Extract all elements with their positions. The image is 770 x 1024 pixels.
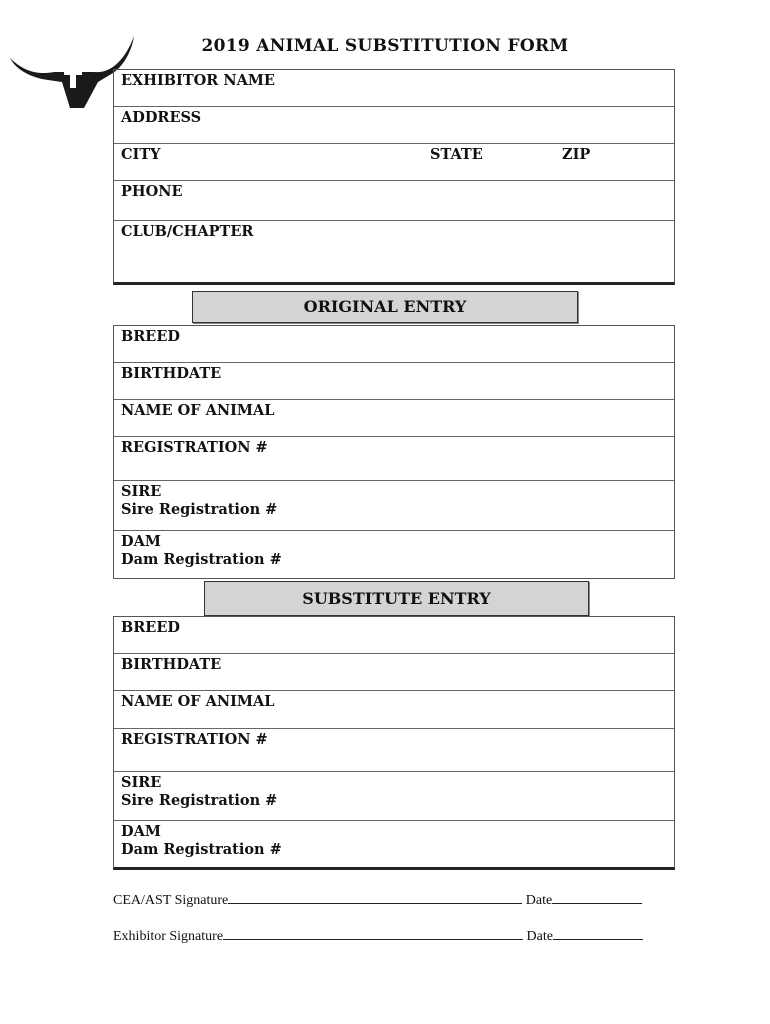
exhibitor-signature-row (113, 926, 643, 945)
original-entry-section (113, 325, 675, 579)
exhibitor-signature-label: Exhibitor Signature (113, 929, 224, 944)
cea-signature-label: CEA/AST Signature (113, 893, 229, 908)
cea-date-line[interactable] (552, 890, 642, 904)
original-dam-field[interactable] (114, 531, 674, 578)
original-registration-label: REGISTRATION # (121, 439, 268, 456)
original-animal-name-label: NAME OF ANIMAL (121, 402, 275, 419)
original-sire-registration-label: Sire Registration # (121, 501, 278, 518)
phone-field[interactable] (114, 181, 674, 221)
exhibitor-name-field[interactable] (114, 70, 674, 107)
original-sire-label: SIRE (121, 483, 162, 500)
original-breed-label: BREED (121, 328, 180, 345)
substitute-sire-label: SIRE (121, 774, 162, 791)
substitute-entry-section (113, 616, 675, 870)
cea-signature-line[interactable] (228, 890, 522, 904)
original-dam-label: DAM (121, 533, 161, 550)
substitute-registration-field[interactable] (114, 729, 674, 772)
address-field[interactable] (114, 107, 674, 144)
form-title: 2019 ANIMAL SUBSTITUTION FORM (201, 36, 569, 56)
substitute-registration-label: REGISTRATION # (121, 731, 268, 748)
substitute-sire-registration-label: Sire Registration # (121, 792, 278, 809)
exhibitor-date-line[interactable] (553, 926, 643, 940)
original-registration-field[interactable] (114, 437, 674, 481)
substitute-breed-field[interactable] (114, 617, 674, 654)
substitute-dam-registration-label: Dam Registration # (121, 841, 282, 858)
phone-label: PHONE (121, 183, 183, 200)
original-animal-name-field[interactable] (114, 400, 674, 437)
substitute-animal-name-field[interactable] (114, 691, 674, 729)
club-chapter-field[interactable] (114, 221, 674, 282)
original-dam-registration-label: Dam Registration # (121, 551, 282, 568)
exhibitor-signature-line[interactable] (223, 926, 523, 940)
substitute-breed-label: BREED (121, 619, 180, 636)
city-state-zip-row[interactable] (114, 144, 674, 181)
substitute-dam-label: DAM (121, 823, 161, 840)
exhibitor-name-label: EXHIBITOR NAME (121, 72, 275, 89)
state-label: STATE (430, 146, 483, 163)
substitute-animal-name-label: NAME OF ANIMAL (121, 693, 275, 710)
original-birthdate-field[interactable] (114, 363, 674, 400)
substitute-entry-heading: SUBSTITUTE ENTRY (204, 581, 589, 616)
exhibitor-date-label: Date (526, 929, 553, 944)
original-birthdate-label: BIRTHDATE (121, 365, 222, 382)
original-entry-heading: ORIGINAL ENTRY (192, 291, 578, 323)
cea-date-label: Date (525, 893, 553, 908)
exhibitor-info-section (113, 69, 675, 285)
cea-signature-row (113, 890, 642, 909)
city-label: CITY (121, 146, 161, 163)
zip-label: ZIP (562, 146, 591, 163)
original-sire-field[interactable] (114, 481, 674, 531)
substitute-sire-field[interactable] (114, 772, 674, 821)
substitute-birthdate-field[interactable] (114, 654, 674, 691)
club-chapter-label: CLUB/CHAPTER (121, 223, 254, 240)
original-breed-field[interactable] (114, 326, 674, 363)
substitute-dam-field[interactable] (114, 821, 674, 867)
address-label: ADDRESS (121, 109, 202, 126)
substitute-birthdate-label: BIRTHDATE (121, 656, 222, 673)
